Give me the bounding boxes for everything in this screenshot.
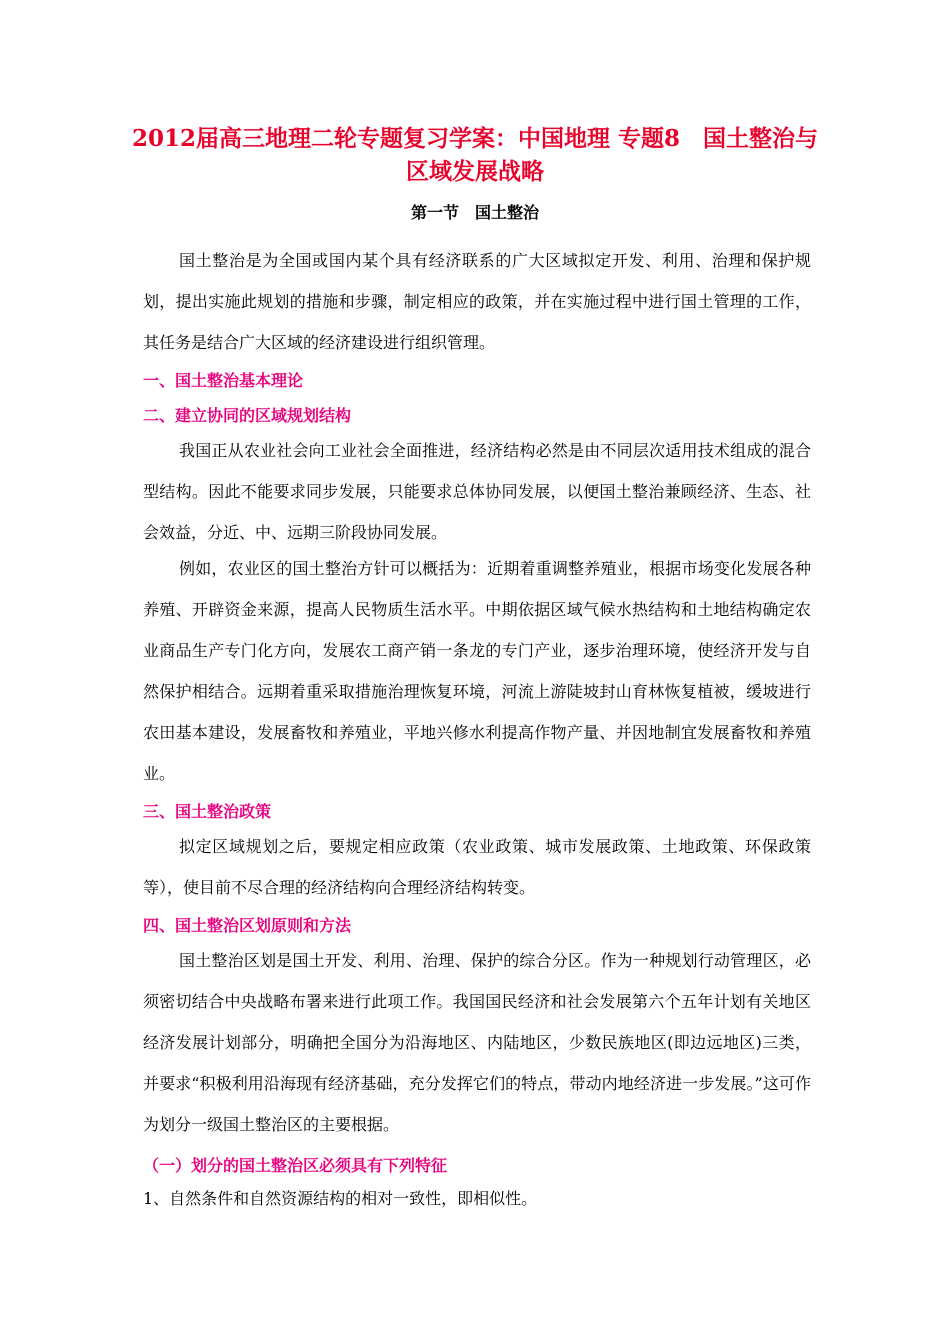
paragraph-2a: 我国正从农业社会向工业社会全面推进，经济结构必然是由不同层次适用技术组成的混合型结构。因此不能要求同步发展，只能要求总体协同发展，以便国土整治兼顾经济、生态、社会效益，分近、中、远期三阶段协同发展。 <box>143 441 811 542</box>
paragraph-3: 拟定区域规划之后，要规定相应政策（农业政策、城市发展政策、土地政策、环保政策等），使目前不尽合理的经济结构向合理经济结构转变。 <box>143 837 811 897</box>
document-title-line-1: 2012届高三地理二轮专题复习学案：中国地理 专题8 国土整治与 <box>131 125 819 152</box>
section-title: 第一节 国土整治 <box>410 203 539 222</box>
heading-4: 四、国土整治区划原则和方法 <box>143 916 352 935</box>
heading-2: 二、建立协同的区域规划结构 <box>143 406 352 425</box>
heading-3: 三、国土整治政策 <box>143 802 272 821</box>
list-item-1: 1、自然条件和自然资源结构的相对一致性，即相似性。 <box>143 1189 538 1208</box>
heading-4-1: （一）划分的国土整治区必须具有下列特征 <box>143 1156 448 1175</box>
paragraph-4: 国土整治区划是国土开发、利用、治理、保护的综合分区。作为一种规划行动管理区，必须密切结合中央战略布署来进行此项工作。我国国民经济和社会发展第六个五年计划有关地区经济发展计划部分，明确把全国分为沿海地区、内陆地区，少数民族地区(即边远地区)三类，并要求“积极利用沿海现有经济基础，充分发挥它们的特点，带动内地经济进一步发展。”这可作为划分一级国土整治区的主要根据。 <box>143 951 811 1134</box>
heading-1: 一、国土整治基本理论 <box>143 371 304 390</box>
document-title-line-2: 区域发展战略 <box>406 158 544 185</box>
document-title <box>110 122 840 188</box>
paragraph-2b: 例如，农业区的国土整治方针可以概括为：近期着重调整养殖业，根据市场变化发展各种养殖、开辟资金来源，提高人民物质生活水平。中期依据区域气候水热结构和土地结构确定农业商品生产专门化方向，发展农工商产销一条龙的专门产业，逐步治理环境，使经济开发与自然保护相结合。远期着重采取措施治理恢复环境，河流上游陡坡封山育林恢复植被，缓坡进行农田基本建设，发展畜牧和养殖业，平地兴修水利提高作物产量、并因地制宜发展畜牧和养殖业。 <box>143 559 811 783</box>
intro-paragraph: 国土整治是为全国或国内某个具有经济联系的广大区域拟定开发、利用、治理和保护规划，提出实施此规划的措施和步骤，制定相应的政策，并在实施过程中进行国土管理的工作，其任务是结合广大区域的经济建设进行组织管理。 <box>143 251 811 352</box>
